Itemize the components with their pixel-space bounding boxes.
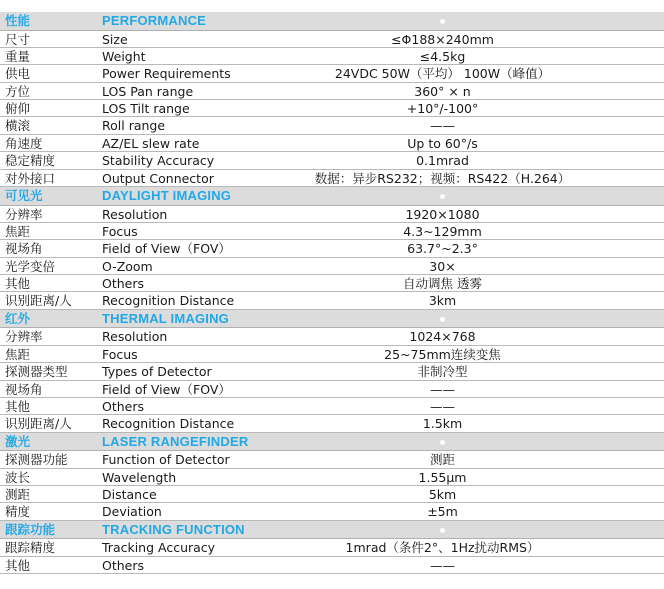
- spec-row: [0, 135, 664, 152]
- spec-label-en: Tracking Accuracy: [102, 540, 216, 556]
- spec-row: [0, 557, 664, 574]
- section-header: [0, 310, 664, 329]
- spec-value: +10°/-100°: [406, 101, 479, 117]
- spec-row: [0, 486, 664, 503]
- section-header: [0, 433, 664, 452]
- spec-value: 30×: [429, 258, 456, 274]
- spec-row: [0, 469, 664, 486]
- spec-row: [0, 31, 664, 48]
- section-title-cn: 跟踪功能: [5, 521, 56, 537]
- spec-row: [0, 240, 664, 257]
- spec-row: [0, 292, 664, 309]
- dot-icon: [440, 528, 445, 533]
- spec-label-en: Recognition Distance: [102, 416, 235, 432]
- spec-row: [0, 451, 664, 468]
- spec-label-cn: 焦距: [5, 223, 31, 239]
- spec-label-en: Function of Detector: [102, 452, 230, 468]
- spec-row: [0, 363, 664, 380]
- section-title-en: LASER RANGEFINDER: [102, 433, 249, 449]
- section-dot: [225, 310, 660, 329]
- spec-label-cn: 分辨率: [5, 329, 43, 345]
- section-dot: [225, 187, 660, 206]
- spec-value: 测距: [429, 452, 455, 468]
- spec-label-en: Wavelength: [102, 469, 177, 485]
- spec-value: ——: [430, 557, 455, 573]
- spec-label-cn: 视场角: [5, 241, 43, 257]
- spec-value: 1mrad（条件2°、1Hz扰动RMS）: [345, 540, 540, 556]
- spec-row: [0, 117, 664, 134]
- spec-label-cn: 焦距: [5, 346, 31, 362]
- spec-row: [0, 381, 664, 398]
- spec-value: 360° × n: [414, 83, 471, 99]
- spec-label-cn: 测距: [5, 486, 31, 502]
- spec-label-cn: 稳定精度: [5, 153, 56, 169]
- spec-label-cn: 分辨率: [5, 206, 43, 222]
- spec-label-cn: 横滚: [5, 118, 31, 134]
- spec-value: 5km: [428, 486, 457, 502]
- spec-label-en: LOS Pan range: [102, 83, 194, 99]
- spec-label-en: Field of View（FOV）: [102, 381, 231, 397]
- spec-label-en: AZ/EL slew rate: [102, 135, 200, 151]
- spec-label-cn: 角速度: [5, 135, 43, 151]
- spec-value: 1.55μm: [418, 469, 467, 485]
- spec-value: 1.5km: [422, 416, 463, 432]
- spec-row: [0, 415, 664, 432]
- spec-label-en: Roll range: [102, 118, 166, 134]
- spec-row: [0, 398, 664, 415]
- spec-label-cn: 波长: [5, 469, 31, 485]
- spec-value: Up to 60°/s: [407, 135, 478, 151]
- spec-label-en: Others: [102, 276, 145, 292]
- spec-label-cn: 对外接口: [5, 170, 56, 186]
- section-header: [0, 12, 664, 31]
- spec-label-en: Others: [102, 398, 145, 414]
- spec-row: [0, 83, 664, 100]
- spec-row: [0, 539, 664, 556]
- dot-icon: [440, 440, 445, 445]
- spec-label-en: Focus: [102, 223, 138, 239]
- spec-table: [0, 12, 664, 574]
- section-header: [0, 187, 664, 206]
- spec-label-en: Deviation: [102, 504, 162, 520]
- spec-value: 25~75mm连续变焦: [384, 346, 501, 362]
- spec-row: [0, 258, 664, 275]
- section-header: [0, 521, 664, 540]
- spec-value: 数据：异步RS232；视频：RS422（H.264）: [314, 170, 571, 186]
- section-dot: [225, 521, 660, 540]
- section-title-cn: 性能: [5, 13, 31, 28]
- section-title-en: PERFORMANCE: [102, 13, 207, 28]
- spec-label-en: Stability Accuracy: [102, 153, 215, 169]
- spec-label-cn: 供电: [5, 66, 31, 82]
- spec-value: 4.3~129mm: [403, 223, 482, 239]
- spec-row: [0, 328, 664, 345]
- spec-row: [0, 503, 664, 520]
- spec-value: 63.7°~2.3°: [407, 241, 478, 257]
- spec-value: ≤Φ188×240mm: [391, 31, 494, 47]
- spec-label-cn: 识别距离/人: [5, 293, 72, 309]
- spec-row: [0, 152, 664, 169]
- spec-label-en: Recognition Distance: [102, 293, 235, 309]
- spec-row: [0, 206, 664, 223]
- spec-row: [0, 170, 664, 187]
- spec-label-en: Resolution: [102, 329, 168, 345]
- spec-label-cn: 精度: [5, 504, 31, 520]
- section-title-cn: 红外: [5, 310, 31, 326]
- section-title-en: DAYLIGHT IMAGING: [102, 188, 232, 204]
- spec-label-cn: 识别距离/人: [5, 416, 72, 432]
- section-title-cn: 激光: [5, 433, 31, 449]
- spec-label-en: Weight: [102, 48, 146, 64]
- spec-label-cn: 其他: [5, 398, 31, 414]
- spec-value: 自动调焦 透雾: [403, 276, 482, 292]
- spec-label-cn: 光学变倍: [5, 258, 56, 274]
- spec-label-en: LOS Tilt range: [102, 101, 190, 117]
- spec-label-cn: 跟踪精度: [5, 540, 56, 556]
- spec-value: 1024×768: [409, 329, 476, 345]
- dot-icon: [440, 317, 445, 322]
- spec-label-cn: 其他: [5, 557, 31, 573]
- spec-label-cn: 探测器类型: [5, 364, 68, 380]
- spec-label-en: Field of View（FOV）: [102, 241, 231, 257]
- spec-value: 24VDC 50W（平均） 100W（峰值）: [334, 66, 551, 82]
- spec-label-en: Size: [102, 31, 128, 47]
- spec-row: [0, 65, 664, 82]
- section-title-cn: 可见光: [5, 188, 43, 204]
- spec-label-en: Focus: [102, 346, 138, 362]
- spec-value: 0.1mrad: [416, 153, 469, 169]
- spec-row: [0, 48, 664, 65]
- spec-label-cn: 其他: [5, 276, 31, 292]
- dot-icon: [440, 19, 445, 24]
- spec-label-cn: 重量: [5, 48, 31, 64]
- spec-label-en: Power Requirements: [102, 66, 231, 82]
- spec-value: 1920×1080: [405, 206, 480, 222]
- spec-label-en: O-Zoom: [102, 258, 153, 274]
- section-title-en: THERMAL IMAGING: [102, 310, 229, 326]
- spec-value: ——: [430, 118, 455, 134]
- spec-label-en: Resolution: [102, 206, 168, 222]
- spec-label-en: Output Connector: [102, 170, 214, 186]
- section-dot: [225, 433, 660, 452]
- dot-icon: [440, 194, 445, 199]
- spec-value: ≤4.5kg: [419, 48, 466, 64]
- spec-row: [0, 275, 664, 292]
- spec-label-cn: 视场角: [5, 381, 43, 397]
- spec-label-cn: 俯仰: [5, 101, 31, 117]
- spec-value: ——: [430, 381, 455, 397]
- spec-label-en: Types of Detector: [102, 364, 212, 380]
- spec-label-cn: 探测器功能: [5, 452, 68, 468]
- spec-value: ±5m: [427, 504, 458, 520]
- spec-label-cn: 方位: [5, 83, 31, 99]
- spec-value: ——: [430, 398, 455, 414]
- spec-row: [0, 223, 664, 240]
- section-title-en: TRACKING FUNCTION: [102, 521, 245, 537]
- spec-value: 非制冷型: [417, 364, 468, 380]
- spec-label-en: Others: [102, 557, 145, 573]
- spec-row: [0, 100, 664, 117]
- spec-label-cn: 尺寸: [5, 31, 31, 47]
- spec-label-en: Distance: [102, 486, 157, 502]
- spec-row: [0, 346, 664, 363]
- section-dot: [225, 12, 660, 31]
- spec-value: 3km: [428, 293, 457, 309]
